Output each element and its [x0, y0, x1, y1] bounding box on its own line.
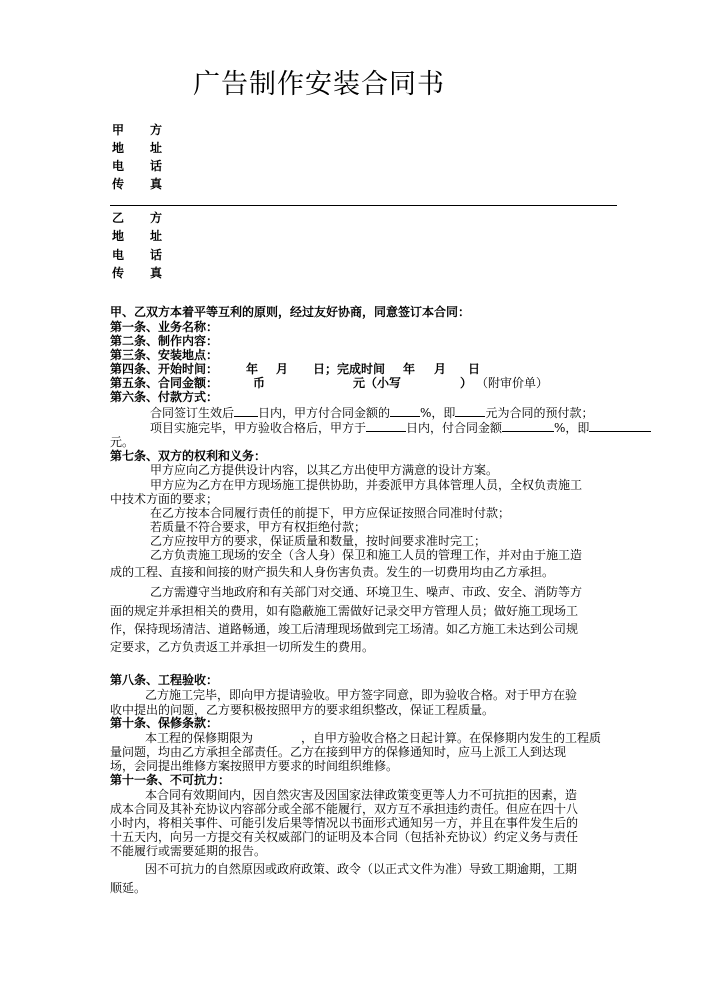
article-2-heading: 第二条、制作内容：: [110, 334, 219, 348]
amount-close-paren: ）: [460, 376, 473, 390]
article-7-line: 乙方需遵守当地政府和有关部门对交通、环境卫生、噪声、市政、安全、消防等方: [150, 585, 583, 599]
party-b-label-1: 乙: [112, 211, 125, 225]
article-7-line: 乙方应按甲方的要求，保证质量和数量，按时间要求准时完工；: [150, 534, 487, 548]
article-6-heading: 第六条、付款方式：: [110, 390, 219, 404]
party-b-fax-label-2: 真: [150, 266, 163, 280]
article-5-heading: 第五条、合同金额：: [110, 376, 219, 390]
article-10-line: 场，会同提出维修方案按照甲方要求的时间组织维修。: [110, 759, 399, 773]
days-blank: [234, 405, 258, 417]
end-month-label: 月: [434, 362, 447, 376]
article-10-heading: 第十条、保修条款：: [110, 716, 219, 730]
party-b-phone-label-2: 话: [150, 248, 163, 262]
party-a-fax-label-2: 真: [150, 177, 163, 191]
end-year-label: 年: [403, 362, 416, 376]
article-11-line: 不能履行或需要延期的报告。: [110, 844, 267, 858]
party-b-fax-label-1: 传: [112, 266, 125, 280]
article-7-line: 定要求，乙方负责返工并承担一切所发生的费用。: [110, 640, 375, 654]
party-b-address-label-1: 地: [112, 229, 125, 243]
price-review-note: （附审价单）: [476, 376, 549, 390]
amount-currency-label: 币: [253, 376, 266, 390]
party-a-phone-label-2: 话: [150, 159, 163, 173]
article-7-heading: 第七条、双方的权利和义务：: [110, 449, 267, 463]
payment-clause-1: 合同签订生效后 日内，甲方付合同金额的 %，即 元为合同的预付款；: [150, 406, 594, 420]
article-7-line: 成的工程、直接和间接的财产损失和人身伤害负责。发生的一切费用均由乙方承担。: [110, 565, 555, 579]
article-7-line: 若质量不符合要求，甲方有权拒绝付款；: [150, 520, 367, 534]
party-a-label-1: 甲: [112, 123, 125, 137]
intro-text: 甲、乙双方本着平等互利的原则，经过友好协商，同意签订本合同：: [110, 305, 471, 319]
payment-clause-3: 元。: [110, 435, 135, 449]
start-month-label: 月: [276, 362, 289, 376]
article-7-line: 作，保持现场清洁、道路畅通，竣工后清理现场做到完工场清。如乙方施工未达到公司规: [110, 622, 579, 636]
article-8-line: 收中提出的问题，乙方要积极按照甲方的要求组织整改，保证工程质量。: [110, 703, 495, 717]
article-7-line: 面的规定并承担相关的费用，如有隐蔽施工需做好记录交甲方管理人员；做好施工现场工: [110, 604, 579, 618]
article-11-line: 成本合同及其补充协议内容部分或全部不能履行，双方互不承担违约责任。但应在四十八: [110, 802, 579, 816]
article-8-line: 乙方施工完毕，即向甲方提请验收。甲方签字同意，即为验收合格。对于甲方在验: [145, 688, 578, 702]
article-7-line: 甲方应为乙方在甲方现场施工提供协助，并委派甲方具体管理人员，全权负责施工: [150, 478, 583, 492]
start-year-label: 年: [246, 362, 259, 376]
article-11-heading: 第十一条、不可抗力：: [110, 773, 231, 787]
divider-line: [110, 205, 617, 206]
amount-blank-2: [589, 420, 651, 432]
percent-blank: [390, 405, 420, 417]
article-3-heading: 第三条、安装地点：: [110, 348, 219, 362]
party-a-fax-label-1: 传: [112, 177, 125, 191]
article-7-line: 中技术方面的要求；: [110, 492, 219, 506]
article-7-line: 甲方应向乙方提供设计内容，以其乙方出使甲方满意的设计方案。: [150, 463, 499, 477]
party-a-phone-label-1: 电: [112, 159, 125, 173]
amount-lowercase-label: 元（小写: [353, 376, 402, 390]
days-blank-2: [366, 420, 406, 432]
end-day-label: 日: [468, 362, 481, 376]
article-11-line: 小时内，将相关事件、可能引发后果等情况以书面形式通知另一方，并且在事件发生后的: [110, 816, 579, 830]
article-4-heading: 第四条、开始时间：: [110, 362, 219, 376]
article-1-heading: 第一条、业务名称：: [110, 320, 219, 334]
party-a-address-label-2: 址: [150, 141, 163, 155]
article-10-line: 量问题，均由乙方承担全部责任。乙方在接到甲方的保修通知时，应马上派工人到达现: [110, 745, 567, 759]
payment-clause-2: 项目实施完毕，甲方验收合格后，甲方于 日内，付合同金额 %，即: [150, 420, 651, 435]
amount-blank: [455, 405, 485, 417]
party-b-phone-label-1: 电: [112, 248, 125, 262]
article-11-line: 本合同有效期间内，因自然灾害及因国家法律政策变更等人力不可抗拒的因素，造: [145, 788, 578, 802]
start-day-completion-label: 日；完成时间: [313, 362, 386, 376]
article-11-line: 十五天内，向另一方提交有关权威部门的证明及本合同（包括补充协议）约定义务与责任: [110, 830, 579, 844]
article-8-heading: 第八条、工程验收：: [110, 673, 219, 687]
article-10-line: 本工程的保修期限为 ，自甲方验收合格之日起计算。在保修期内发生的工程质: [145, 731, 602, 745]
percent-blank-2: [502, 420, 554, 432]
party-b-address-label-2: 址: [150, 229, 163, 243]
article-11-line: 顺延。: [110, 881, 147, 895]
party-a-label-2: 方: [150, 123, 163, 137]
party-a-address-label-1: 地: [112, 141, 125, 155]
article-11-line: 因不可抗力的自然原因或政府政策、政令（以正式文件为准）导致工期逾期，工期: [145, 862, 578, 876]
party-b-label-2: 方: [150, 211, 163, 225]
document-title: 广告制作安装合同书: [193, 69, 445, 100]
article-7-line: 乙方负责施工现场的安全（含人身）保卫和施工人员的管理工作，并对由于施工造: [150, 548, 583, 562]
article-7-line: 在乙方按本合同履行责任的前提下，甲方应保证按照合同准时付款；: [150, 506, 511, 520]
